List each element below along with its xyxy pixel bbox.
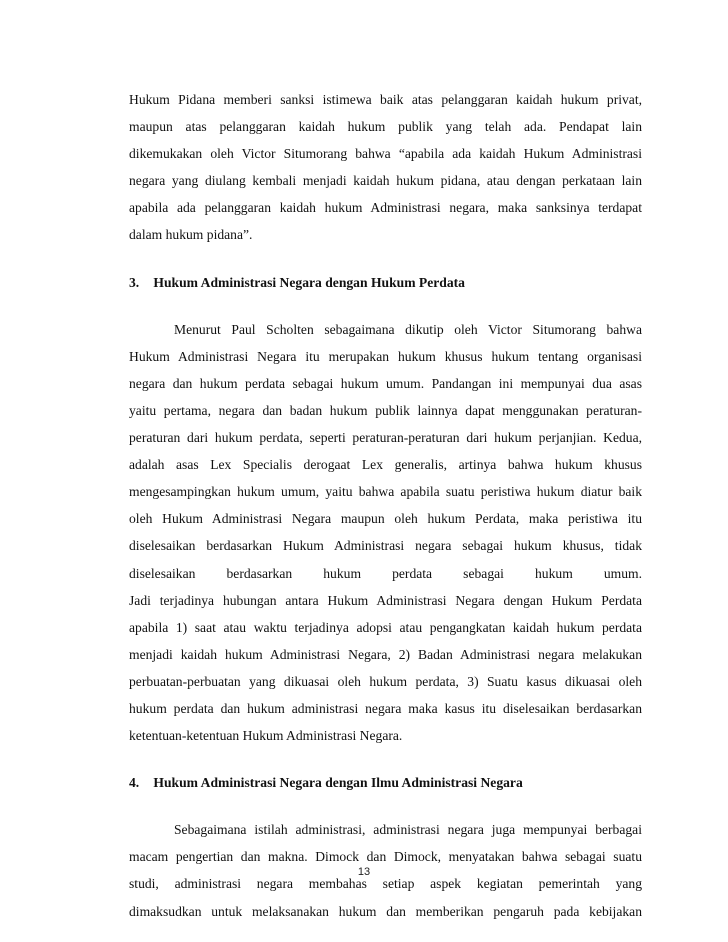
- spacer: [129, 296, 642, 316]
- text-line: macam pengertian dan makna. Dimock dan Dimock, menyatakan bahwa sebagai suatu: [129, 849, 642, 865]
- text-line: Hukum Pidana memberi sanksi istimewa baik atas pelanggaran kaidah hukum privat,: [129, 92, 642, 107]
- text-line: Menurut Paul Scholten sebagaimana dikutip oleh Victor Situmorang bahwa: [174, 321, 642, 337]
- text-line: menjadi kaidah hukum Administrasi Negara, 2) Badan Administrasi negara melakukan: [129, 646, 642, 662]
- text-line: Sebagaimana istilah administrasi, administrasi negara juga mempunyai berbagai: [174, 822, 642, 838]
- page-body: [129, 86, 642, 925]
- section-title: Hukum Administrasi Negara dengan Hukum Perdata: [153, 274, 465, 290]
- text-line: dikemukakan oleh Victor Situmorang bahwa “apabila ada kaidah Hukum Administrasi: [129, 146, 642, 162]
- section-3-heading: [129, 269, 642, 296]
- paragraph-pidana: [129, 86, 642, 249]
- section-4-heading: [129, 769, 642, 796]
- paragraph-hubungan: [129, 587, 642, 750]
- text-line: hukum perdata dan hukum administrasi negara maka kasus itu diselesaikan berdasarkan: [129, 700, 642, 716]
- text-line: ketentuan-ketentuan Hukum Administrasi Negara.: [129, 728, 403, 744]
- text-line: mengesampingkan hukum umum, yaitu bahwa apabila suatu peristiwa hukum diatur baik: [129, 484, 642, 500]
- text-line: maupun atas pelanggaran kaidah hukum publik yang telah ada. Pendapat lain: [129, 119, 642, 135]
- text-line: diselesaikan berdasarkan hukum perdata sebagai hukum umum.: [129, 565, 642, 581]
- text-line: adalah asas Lex Specialis derogaat Lex generalis, artinya bahwa hukum khusus: [129, 457, 642, 473]
- spacer: [129, 796, 642, 816]
- text-line: negara dan hukum perdata sebagai hukum umum. Pandangan ini mempunyai dua asas: [129, 375, 642, 391]
- text-line: dimaksudkan untuk melaksanakan hukum dan memberikan pengaruh pada kebijakan: [129, 903, 642, 919]
- text-line: peraturan dari hukum perdata, seperti peraturan-peraturan dari hukum perjanjian. Kedua,: [129, 430, 642, 446]
- text-line: apabila 1) saat atau waktu terjadinya adopsi atau pengangkatan kaidah hukum perdata: [129, 619, 642, 635]
- text-line: yaitu pertama, negara dan badan hukum publik lainnya dapat menggunakan peraturan-: [129, 402, 642, 418]
- section-number: 4.: [129, 775, 140, 791]
- paragraph-scholten: [129, 316, 642, 587]
- text-line: studi, administrasi negara membahas setiap aspek kegiatan pemerintah yang: [129, 876, 642, 892]
- text-line: Jadi terjadinya hubungan antara Hukum Administrasi Negara dengan Hukum Perdata: [129, 592, 642, 608]
- text-line: negara yang diulang kembali menjadi kaidah hukum pidana, atau dengan perkataan lain: [129, 173, 642, 189]
- text-line: perbuatan-perbuatan yang dikuasai oleh hukum perdata, 3) Suatu kasus dikuasai oleh: [129, 673, 642, 689]
- spacer: [129, 749, 642, 769]
- text-line: apabila ada pelanggaran kaidah hukum Administrasi negara, maka sanksinya terdapat: [129, 200, 642, 216]
- text-line: oleh Hukum Administrasi Negara maupun oleh hukum Perdata, maka peristiwa itu: [129, 511, 642, 527]
- section-number: 3.: [129, 274, 140, 290]
- page-number: 13: [357, 866, 371, 878]
- text-line: diselesaikan berdasarkan Hukum Administrasi negara sebagai hukum khusus, tidak: [129, 538, 642, 554]
- text-line: dalam hukum pidana”.: [129, 227, 253, 243]
- text-line: Hukum Administrasi Negara itu merupakan hukum khusus hukum tentang organisasi: [129, 348, 642, 364]
- section-title: Hukum Administrasi Negara dengan Ilmu Administrasi Negara: [153, 775, 523, 791]
- spacer: [129, 249, 642, 269]
